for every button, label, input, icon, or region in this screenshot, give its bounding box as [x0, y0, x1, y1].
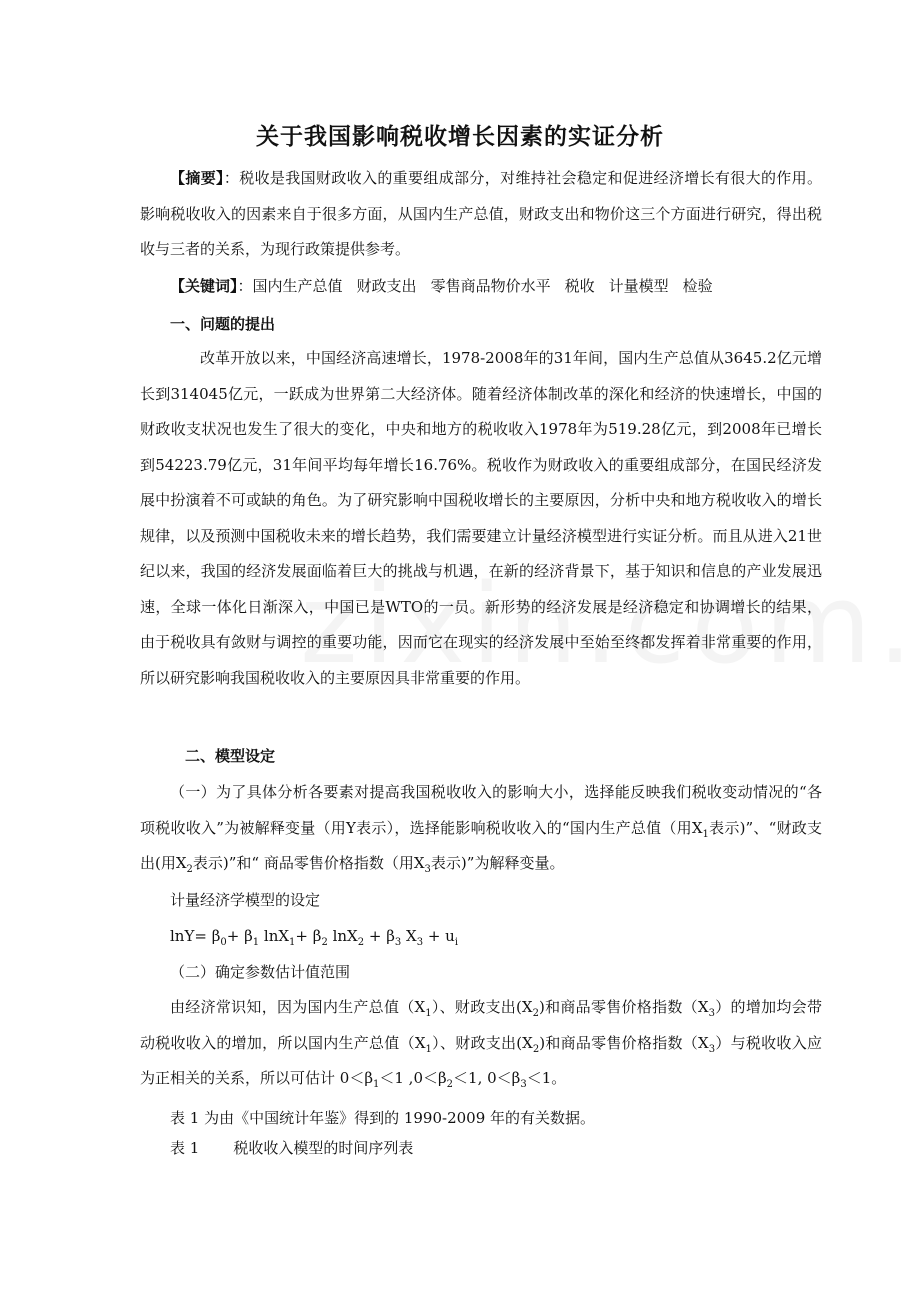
- page-title: 关于我国影响税收增长因素的实证分析: [256, 123, 664, 150]
- keyword: 计量模型: [608, 277, 669, 295]
- sub-heading-parameters: （二）确定参数估计值范围: [170, 963, 351, 981]
- model-variables-paragraph: （一）为了具体分析各要素对提高我国税收收入的影响大小，选择能反映我们税收变动情况的“各项税收收入”为被解释变量（用Y表示），选择能影响税收收入的“国内生产总值（用$X_1$表示)”、“财政支出(用$X_2$表示)”和“ 商品零售价格指数（用$X_3$表示)”为解释变量。: [140, 783, 822, 875]
- keyword: 财政支出: [356, 277, 417, 295]
- table-title: 税收收入模型的时间序列表: [233, 1139, 414, 1157]
- keywords-line: 【关键词】：国内生产总值 财政支出 零售商品物价水平 税收 计量模型 检验: [170, 277, 713, 295]
- section-heading-2: 二、模型设定: [185, 747, 276, 765]
- keyword: 检验: [682, 277, 713, 295]
- keyword: 国内生产总值: [252, 277, 343, 295]
- keyword: 税收: [564, 277, 595, 295]
- abstract-paragraph: [140, 161, 822, 268]
- section1-paragraph: 改革开放以来，中国经济高速增长，1978-2008年的31年间，国内生产总值从3645.2亿元增长到314045亿元，一跃成为世界第二大经济体。随着经济体制改革的深化和经济的快速增长，中国的财政收支状况也发生了很大的变化，中央和地方的税收收入1978年为519.28亿元，到2008年已增长到54223.79亿元，31年间平均每年增长16.76%。税收作为财政收入的重要组成部分，在国民经济发展中扮演着不可或缺的角色。为了研究影响中国税收增长的主要原因，分析中央和地方税收收入的增长规律，以及预测中国税收未来的增长趋势，我们需要建立计量经济模型进行实证分析。而且从进入21世纪以来，我国的经济发展面临着巨大的挑战与机遇，在新的经济背景下，基于知识和信息的产业发展迅速，全球一体化日渐深入，中国已是WTO的一员。新形势的经济发展是经济稳定和协调增长的结果，由于税收具有敛财与调控的重要功能，因而它在现实的经济发展中至始至终都发挥着非常重要的作用，所以研究影响我国税收收入的主要原因具非常重要的作用。: [140, 349, 822, 687]
- model-formula: $\ln Y= \beta_0+ \beta_1$ $\ln X_1+ \beta_2$ $\ln X_2 + \beta_3$ $X_3 + u_i$: [170, 927, 459, 948]
- abstract-text: ：税收是我国财政收入的重要组成部分，对维持社会稳定和促进经济增长有很大的作用。影响税收收入的因素来自于很多方面，从国内生产总值，财政支出和物价这三个方面进行研究，得出税收与三者的关系，为现行政策提供参考。: [140, 169, 822, 258]
- table-intro: 表 1 为由《中国统计年鉴》得到的 1990-2009 年的有关数据。: [170, 1109, 596, 1127]
- table-label: 表 1: [170, 1139, 200, 1157]
- keywords-label: 【关键词】: [170, 277, 238, 295]
- parameter-range-paragraph: 由经济常识知，因为国内生产总值$(X_1)$、财政支出$(X_2)$和商品零售价格指数$(X_3)$的增加均会带动税收收入的增加，所以国内生产总值$(X_1)$、财政支出$(X_2)$和商品零售价格指数$(X_3)$与税收收入应为正相关的关系，所以可估计 $0<\beta_1<1$ $,0<\beta_2<1$, $0<\beta_3<1$。: [140, 998, 822, 1090]
- model-heading: 计量经济学模型的设定: [170, 891, 321, 909]
- table-caption: [170, 1134, 852, 1162]
- section-heading-1: 一、问题的提出: [170, 315, 276, 333]
- abstract-label: 【摘要】: [170, 169, 224, 187]
- keyword: 零售商品物价水平: [430, 277, 551, 295]
